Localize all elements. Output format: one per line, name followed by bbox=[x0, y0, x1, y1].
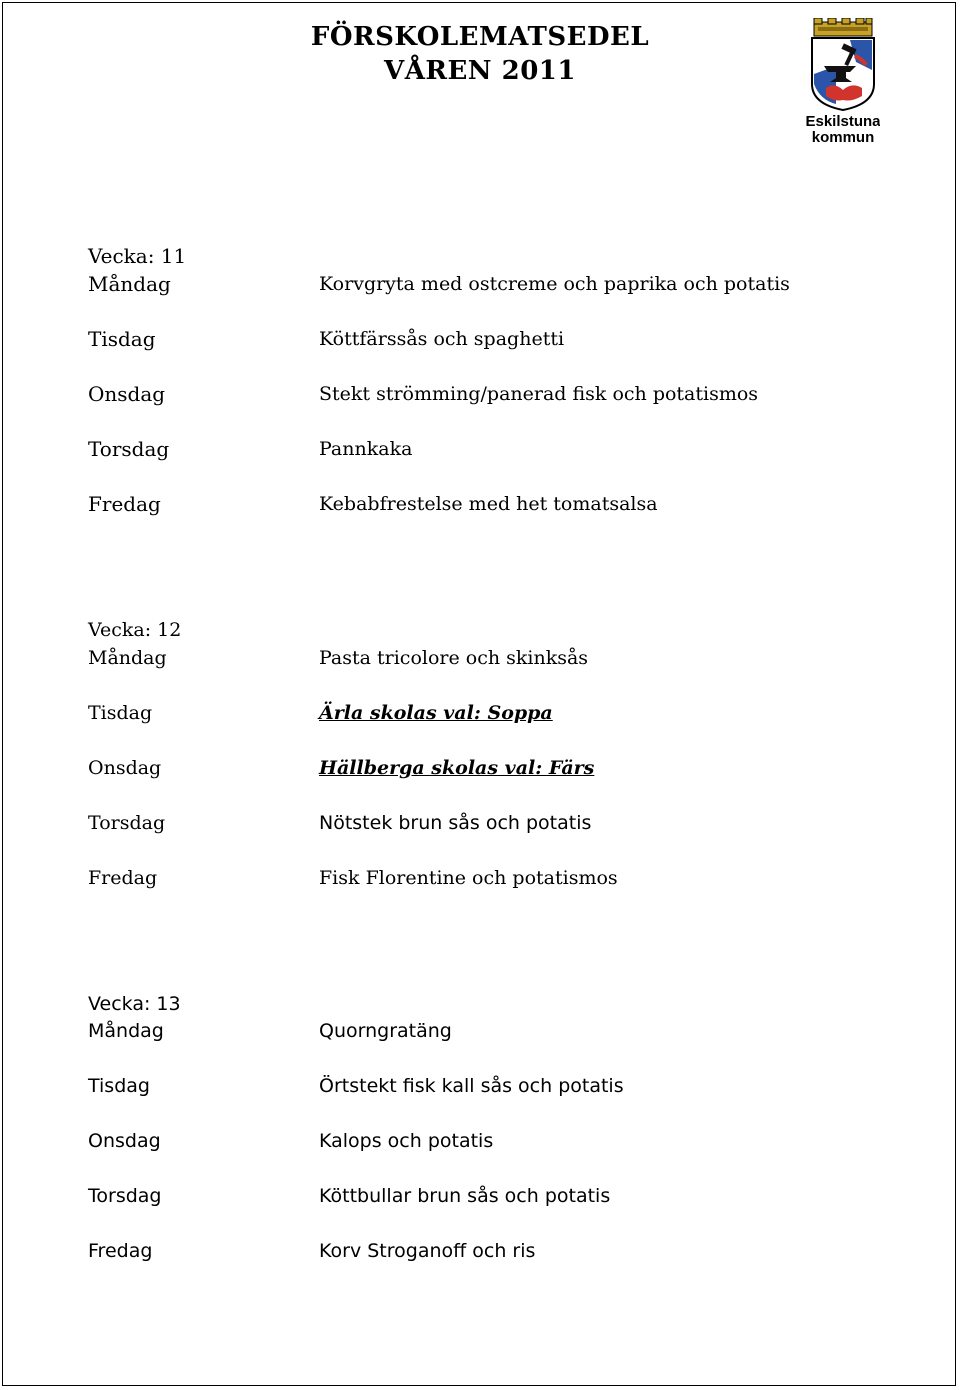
day-label: Måndag bbox=[88, 647, 167, 669]
week-label: Vecka: 12 bbox=[88, 619, 182, 641]
dish-text: Korvgryta med ostcreme och paprika och potatis bbox=[319, 273, 790, 295]
title-line-1: FÖRSKOLEMATSEDEL bbox=[310, 22, 650, 52]
dish-text: Fisk Florentine och potatismos bbox=[319, 867, 618, 889]
week-label: Vecka: 11 bbox=[88, 244, 187, 268]
day-label: Fredag bbox=[88, 492, 161, 516]
day-label: Tisdag bbox=[88, 1075, 150, 1097]
dish-text: Kalops och potatis bbox=[319, 1130, 494, 1152]
day-label: Måndag bbox=[88, 272, 171, 296]
dish-text: Köttfärssås och spaghetti bbox=[319, 328, 565, 350]
title-line-2: VÅREN 2011 bbox=[384, 56, 576, 86]
dish-text: Ärla skolas val: Soppa bbox=[319, 702, 553, 724]
day-label: Torsdag bbox=[88, 437, 170, 461]
logo-name-line-2: kommun bbox=[811, 129, 875, 146]
day-label: Onsdag bbox=[88, 757, 162, 779]
dish-text: Pannkaka bbox=[319, 438, 413, 460]
dish-text: Örtstekt fisk kall sås och potatis bbox=[319, 1075, 624, 1097]
logo-name-line-1: Eskilstuna bbox=[806, 113, 880, 130]
dish-text: Quorngratäng bbox=[319, 1020, 452, 1042]
day-label: Torsdag bbox=[88, 1185, 162, 1207]
day-label: Onsdag bbox=[88, 382, 166, 406]
day-label: Måndag bbox=[88, 1020, 164, 1042]
day-label: Tisdag bbox=[88, 327, 156, 351]
week-label: Vecka: 13 bbox=[88, 993, 181, 1015]
dish-text: Korv Stroganoff och ris bbox=[319, 1240, 536, 1262]
day-label: Fredag bbox=[88, 867, 158, 889]
dish-text: Köttbullar brun sås och potatis bbox=[319, 1185, 611, 1207]
day-label: Fredag bbox=[88, 1240, 153, 1262]
page-border bbox=[2, 2, 956, 1386]
dish-text: Stekt strömming/panerad fisk och potatismos bbox=[319, 383, 759, 405]
page-title bbox=[280, 20, 680, 88]
dish-text: Hällberga skolas val: Färs bbox=[319, 757, 595, 779]
coat-of-arms-icon bbox=[806, 18, 880, 146]
day-label: Torsdag bbox=[88, 812, 166, 834]
dish-text: Nötstek brun sås och potatis bbox=[319, 812, 592, 834]
day-label: Tisdag bbox=[88, 702, 153, 724]
day-label: Onsdag bbox=[88, 1130, 161, 1152]
dish-text: Kebabfrestelse med het tomatsalsa bbox=[319, 493, 658, 515]
eskilstuna-logo bbox=[806, 18, 880, 146]
dish-text: Pasta tricolore och skinksås bbox=[319, 647, 589, 669]
